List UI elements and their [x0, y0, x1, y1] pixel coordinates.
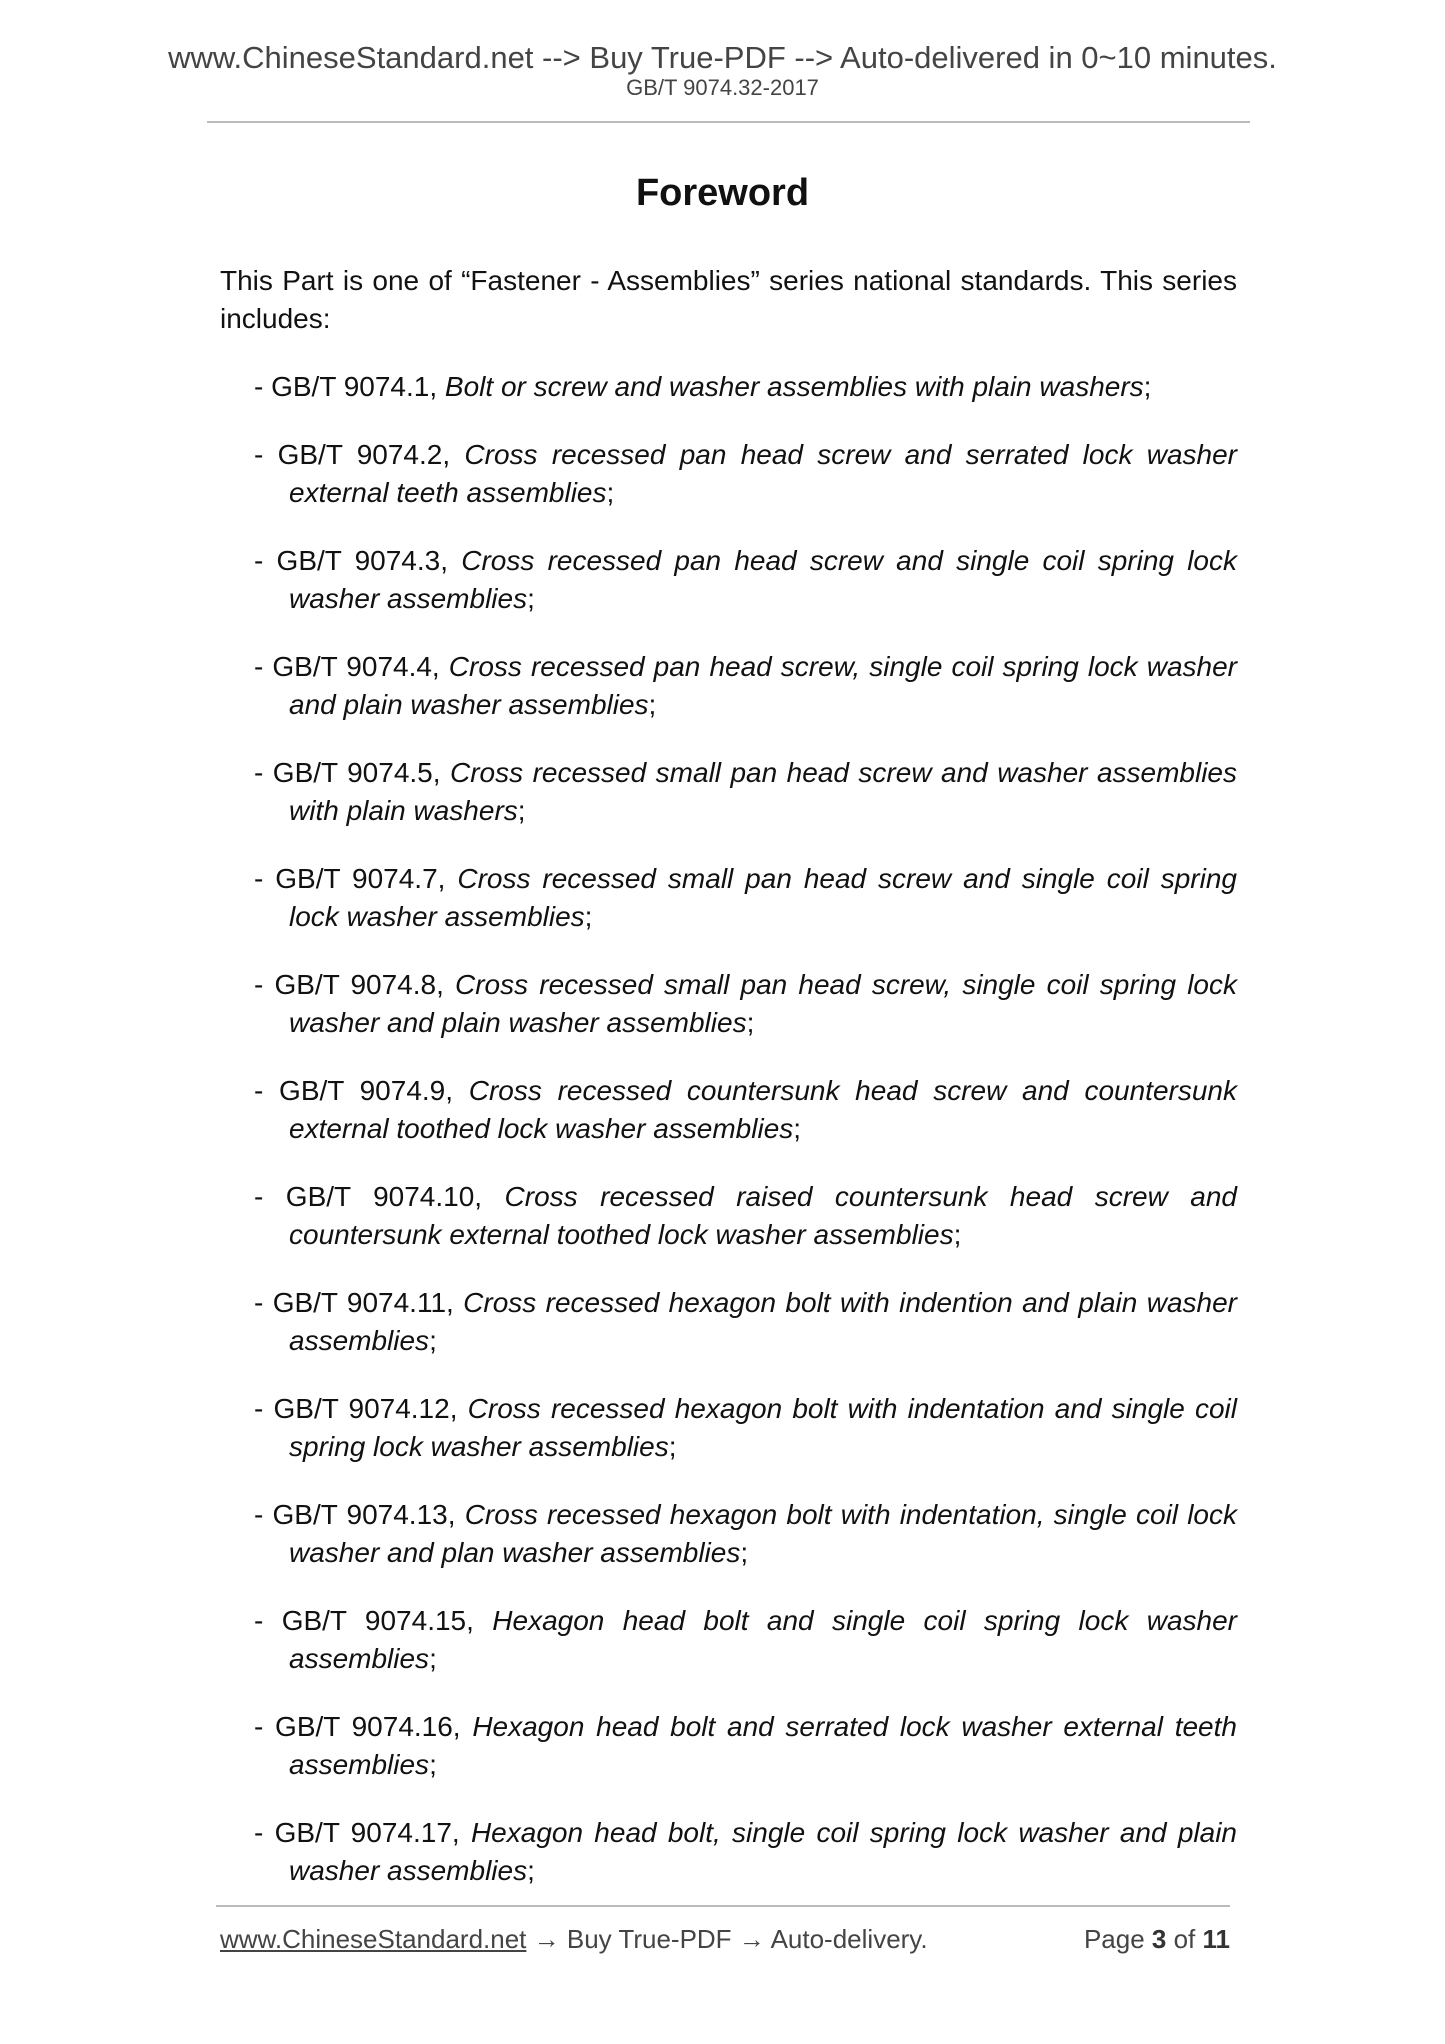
item-end: ;: [793, 1113, 802, 1144]
item-title: Hexagon head bolt, single coil spring lock washer and plain washer assemblies: [289, 1817, 1237, 1886]
item-code: - GB/T 9074.7,: [254, 863, 458, 894]
item-code: - GB/T 9074.13,: [254, 1499, 465, 1530]
list-item: [220, 1708, 1237, 1784]
current-page: 3: [1151, 1924, 1167, 1954]
item-end: ;: [668, 1431, 677, 1462]
item-title: Cross recessed countersunk head screw and countersunk external toothed lock washer assemblies: [289, 1075, 1237, 1144]
standards-list: [220, 368, 1237, 1890]
item-end: ;: [584, 901, 593, 932]
item-title: Cross recessed hexagon bolt with indention and plain washer assemblies: [289, 1287, 1237, 1356]
item-title: Cross recessed pan head screw and single coil spring lock washer assemblies: [289, 545, 1237, 614]
item-code: - GB/T 9074.4,: [254, 651, 449, 682]
document-id: GB/T 9074.32-2017: [626, 75, 819, 100]
list-item: [220, 860, 1237, 936]
item-code: - GB/T 9074.11,: [254, 1287, 464, 1318]
page-number: [1084, 1924, 1230, 1955]
item-end: ;: [527, 1855, 535, 1886]
list-item: [220, 966, 1237, 1042]
footer-divider: [216, 1905, 1230, 1907]
item-title: Cross recessed pan head screw and serrated lock washer external teeth assemblies: [289, 439, 1237, 508]
list-item: [220, 1390, 1237, 1466]
page-label: Page: [1083, 1924, 1152, 1954]
item-code: - GB/T 9074.5,: [254, 757, 450, 788]
footer: [220, 1924, 1230, 1955]
item-end: ;: [527, 583, 535, 614]
item-title: Cross recessed hexagon bolt with indentation, single coil lock washer and plan washer assemblies: [289, 1499, 1237, 1568]
item-end: ;: [1143, 371, 1152, 402]
list-item: [220, 436, 1237, 512]
header-divider: [207, 121, 1250, 123]
list-item: [220, 1602, 1237, 1678]
footer-link[interactable]: www.ChineseStandard.net: [220, 1924, 527, 1954]
item-code: - GB/T 9074.15,: [254, 1605, 493, 1636]
list-item: [220, 648, 1237, 724]
item-title: Cross recessed hexagon bolt with indentation and single coil spring lock washer assemblies: [289, 1393, 1237, 1462]
total-pages: 11: [1202, 1924, 1230, 1954]
item-end: ;: [606, 477, 615, 508]
item-end: ;: [429, 1325, 437, 1356]
item-code: - GB/T 9074.10,: [254, 1181, 505, 1212]
item-code: - GB/T 9074.2,: [254, 439, 465, 470]
item-code: - GB/T 9074.16,: [254, 1711, 473, 1742]
item-end: ;: [648, 689, 657, 720]
item-title: Hexagon head bolt and single coil spring lock washer assemblies: [289, 1605, 1237, 1674]
footer-tagline: → Buy True-PDF → Auto-delivery.: [526, 1924, 928, 1954]
item-end: ;: [740, 1537, 749, 1568]
page-title: Foreword: [635, 172, 810, 214]
intro-paragraph: This Part is one of “Fastener - Assemblies” series national standards. This series includes:: [220, 265, 1237, 334]
item-code: - GB/T 9074.12,: [254, 1393, 468, 1424]
item-title: Cross recessed pan head screw, single coil spring lock washer and plain washer assemblies: [289, 651, 1237, 720]
list-item: [220, 1496, 1237, 1572]
list-item: [220, 542, 1237, 618]
item-end: ;: [429, 1643, 437, 1674]
list-item: [220, 368, 1237, 406]
list-item: [220, 1284, 1237, 1360]
item-code: - GB/T 9074.1,: [254, 371, 445, 402]
list-item: [220, 1072, 1237, 1148]
item-title: Cross recessed small pan head screw, single coil spring lock washer and plain washer assemblies: [289, 969, 1237, 1038]
item-end: ;: [746, 1007, 755, 1038]
item-end: ;: [517, 795, 526, 826]
item-title: Hexagon head bolt and serrated lock washer external teeth assemblies: [289, 1711, 1237, 1780]
item-end: ;: [953, 1219, 962, 1250]
item-code: - GB/T 9074.17,: [254, 1817, 471, 1848]
list-item: [220, 1178, 1237, 1254]
item-code: - GB/T 9074.9,: [254, 1075, 469, 1106]
item-title: Cross recessed small pan head screw and single coil spring lock washer assemblies: [289, 863, 1237, 932]
header-banner: www.ChineseStandard.net --> Buy True-PDF --> Auto-delivered in 0~10 minutes.: [168, 40, 1277, 75]
item-end: ;: [429, 1749, 437, 1780]
of-label: of: [1166, 1924, 1203, 1954]
item-title: Bolt or screw and washer assemblies with plain washers: [444, 371, 1144, 402]
item-title: Cross recessed raised countersunk head screw and countersunk external toothed lock washer assemblies: [289, 1181, 1237, 1250]
document-body: [220, 262, 1237, 1920]
list-item: [220, 1814, 1237, 1890]
item-code: - GB/T 9074.8,: [254, 969, 456, 1000]
item-title: Cross recessed small pan head screw and washer assemblies with plain washers: [289, 757, 1237, 826]
item-code: - GB/T 9074.3,: [254, 545, 462, 576]
list-item: [220, 754, 1237, 830]
footer-text: [220, 1924, 928, 1955]
